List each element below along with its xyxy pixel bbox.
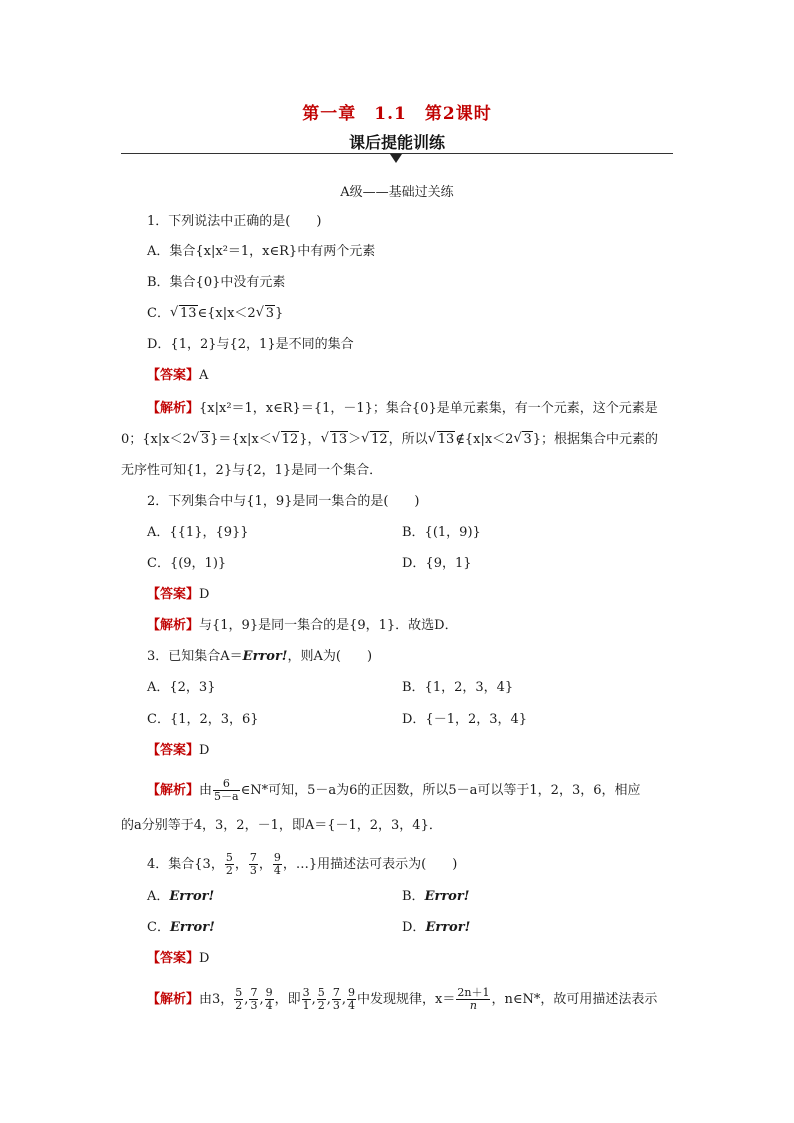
page-title: 第一章 1.1 第2课时 [302, 104, 492, 124]
stem-text: 4．集合 [147, 857, 195, 872]
fraction [249, 987, 258, 1012]
denominator: n [469, 999, 477, 1012]
denominator: 3 [250, 999, 258, 1012]
page-subtitle: 课后提能训练 [348, 133, 445, 152]
stem-text: 3．已知集合A＝ [147, 649, 243, 664]
denominator: 3 [249, 864, 257, 877]
numerator: 9 [265, 986, 273, 999]
q1-stem: 1．下列说法中正确的是( ) [147, 214, 322, 229]
sqrt-symbol [256, 305, 275, 323]
q2-option-d: D．{9，1} [402, 556, 472, 571]
analysis-tag: 【解析】 [147, 783, 200, 798]
q1-option-c-end: } [275, 306, 284, 321]
q2-option-c: C．{(9，1)} [147, 556, 227, 571]
q1-option-c [147, 305, 283, 323]
numerator: 6 [213, 778, 240, 791]
denominator: 1 [302, 999, 310, 1012]
q1-option-c-mid: ∈{x|x＜2 [197, 306, 256, 321]
answer-value: D [199, 743, 210, 758]
denominator: 5－a [214, 790, 239, 803]
sqrt-symbol [191, 431, 210, 449]
analysis-text: }；根据集合中元素的 [532, 432, 659, 447]
analysis-text: ，n∈N*，故可用描述法表示 [491, 992, 658, 1007]
q3-stem [147, 648, 372, 666]
analysis-tag: 【解析】 [147, 992, 200, 1007]
error-placeholder: Error! [169, 920, 215, 935]
fraction [234, 987, 243, 1012]
radicand: 12 [281, 432, 299, 447]
error-placeholder: Error! [425, 920, 471, 935]
numerator: 2n＋1 [457, 986, 490, 999]
denominator: 3 [332, 999, 340, 1012]
stem-text: ，则A为( ) [287, 649, 373, 664]
q3-option-d: D．{－1，2，3，4} [402, 712, 528, 727]
sqrt-symbol [321, 431, 349, 449]
numerator: 5 [235, 986, 243, 999]
fraction [456, 987, 490, 1012]
analysis-text: }， [299, 432, 321, 447]
numerator: 7 [249, 851, 257, 864]
radicand: 3 [265, 306, 274, 321]
q1-option-b: B．集合{0}中没有元素 [147, 275, 286, 290]
option-label: D． [402, 920, 426, 935]
sqrt-symbol [428, 431, 456, 449]
analysis-text: 由3， [199, 992, 234, 1007]
stem-text: 用描述法可表示为( ) [317, 857, 458, 872]
numerator: 7 [250, 986, 258, 999]
fraction [273, 852, 282, 877]
q4-stem: 4．集合{3， $\frac{5}{2}$ ， $\frac{7}{3}$ ， $\frac{9}{4}$ ，…}用描述法可表示为( ) [147, 851, 458, 877]
fraction [265, 987, 274, 1012]
answer-tag: 【答案】 [147, 743, 200, 758]
numerator: 9 [348, 986, 356, 999]
answer-value: A [199, 368, 209, 383]
answer-value: D [199, 951, 210, 966]
analysis-text: {x|x²＝1，x∈R}＝{1，－1}；集合{0}是单元素集，有一个元素，这个元素是 [199, 401, 658, 416]
denominator: 4 [265, 999, 273, 1012]
q1-option-a: A．集合{x|x²＝1，x∈R}中有两个元素 [147, 244, 376, 259]
q3-option-c: C．{1，2，3，6} [147, 712, 259, 727]
option-label: A． [147, 889, 170, 904]
fraction [213, 778, 240, 803]
q4-option-b [402, 888, 469, 906]
set-open: {3， [194, 857, 224, 872]
analysis-text: ＞ [348, 432, 362, 447]
q4-option-a [147, 888, 214, 906]
analysis-text: ∉{x|x＜2 [455, 432, 514, 447]
triangle-marker-icon [390, 154, 402, 163]
q1-option-d: D．{1，2}与{2，1}是不同的集合 [147, 337, 354, 352]
analysis-text: ，即 [274, 992, 301, 1007]
denominator: 4 [348, 999, 356, 1012]
radicand: 3 [523, 432, 532, 447]
fraction [317, 987, 326, 1012]
analysis-text: 与{1，9}是同一集合的是{9，1}．故选D． [199, 618, 458, 633]
option-label: C． [147, 920, 170, 935]
radicand: 3 [200, 432, 210, 447]
numerator: 5 [317, 986, 325, 999]
option-label: B． [402, 889, 425, 904]
fraction [225, 852, 234, 877]
sqrt-symbol [170, 305, 198, 323]
section-level-heading: A级——基础过关练 [340, 185, 454, 200]
q1-answer [147, 367, 208, 385]
numerator: 5 [225, 851, 233, 864]
radicand: 13 [179, 306, 197, 321]
q2-option-a: A．{{1}，{9}} [147, 525, 249, 540]
q4-analysis-line-1: 【解析】由3， $\frac{5}{2}$ , $\frac{7}{3}$ , $\frac{9}{4}$ ，即 $\frac{3}{1}$ , $\frac{5}{2}$ , $\frac{7}{3}$ , $\frac{9}{4}$ 中发现规律，x＝ $\frac{2n+1}{n}$ ，n∈N*，故可用描述法表示 [147, 986, 658, 1012]
q3-analysis-line-2: 的a分别等于4，3，2，－1，即A＝{－1，2，3，4}． [121, 818, 442, 833]
q3-option-b: B．{1，2，3，4} [402, 680, 514, 695]
set-close: ，…} [282, 857, 318, 872]
numerator: 9 [273, 851, 281, 864]
q1-option-c-prefix: C． [147, 306, 170, 321]
denominator: 2 [225, 864, 233, 877]
fraction [302, 987, 311, 1012]
answer-tag: 【答案】 [147, 368, 200, 383]
q4-answer [147, 950, 209, 968]
q4-option-d [402, 919, 470, 937]
sqrt-symbol [272, 431, 300, 449]
numerator: 3 [302, 986, 310, 999]
error-placeholder: Error! [242, 649, 288, 664]
q1-analysis-line-2 [121, 431, 658, 449]
answer-value: D [199, 587, 210, 602]
numerator: 7 [332, 986, 340, 999]
q3-analysis-line-1 [147, 778, 641, 803]
error-placeholder: Error! [169, 889, 215, 904]
denominator: 2 [317, 999, 325, 1012]
denominator: 2 [235, 999, 243, 1012]
analysis-tag: 【解析】 [147, 401, 200, 416]
analysis-text: }＝{x|x＜ [210, 432, 272, 447]
q4-option-c [147, 919, 215, 937]
q2-analysis [147, 617, 458, 635]
analysis-text: 由 [199, 783, 213, 798]
sqrt-symbol [513, 431, 532, 449]
answer-tag: 【答案】 [147, 951, 200, 966]
q2-stem: 2．下列集合中与{1，9}是同一集合的是( ) [147, 494, 420, 509]
fraction [249, 852, 258, 877]
q1-analysis-line-1 [147, 400, 658, 418]
q3-answer [147, 742, 209, 760]
analysis-text: ∈N*可知，5－a为6的正因数，所以5－a可以等于1，2，3，6，相应 [240, 783, 641, 798]
q2-answer [147, 586, 209, 604]
radicand: 13 [330, 432, 348, 447]
error-placeholder: Error! [424, 889, 470, 904]
radicand: 13 [437, 432, 455, 447]
analysis-text: 中发现规律，x＝ [357, 992, 456, 1007]
analysis-tag: 【解析】 [147, 618, 200, 633]
analysis-text: 0；{x|x＜2 [121, 432, 191, 447]
answer-tag: 【答案】 [147, 587, 200, 602]
analysis-text: ，所以 [388, 432, 428, 447]
denominator: 4 [273, 864, 281, 877]
sqrt-symbol [361, 431, 389, 449]
radicand: 12 [371, 432, 388, 447]
fraction [347, 987, 356, 1012]
q1-analysis-line-3: 无序性可知{1，2}与{2，1}是同一个集合． [121, 463, 383, 478]
q3-option-a: A．{2，3} [147, 680, 216, 695]
fraction [332, 987, 341, 1012]
q2-option-b: B．{(1，9)} [402, 525, 481, 540]
